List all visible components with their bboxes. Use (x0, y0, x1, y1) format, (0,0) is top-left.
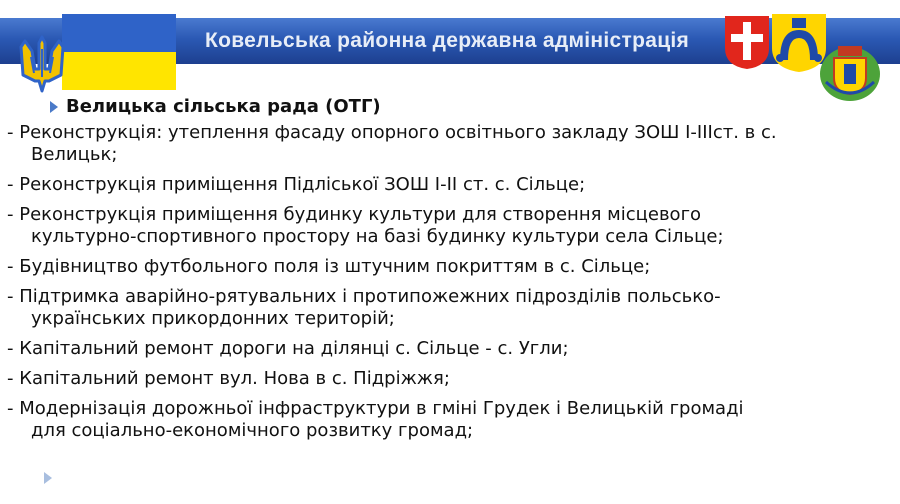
list-item-line: - Реконструкція: утеплення фасаду опорного освітнього закладу ЗОШ І-ІІІст. в с. (7, 122, 777, 143)
bullet-arrow-icon (50, 101, 58, 113)
flag-blue-stripe (62, 14, 176, 52)
list-item (7, 256, 885, 278)
list-item-line: культурно-спортивного простору на базі будинку культури села Сільце; (31, 226, 724, 247)
header-title: Ковельська районна державна адміністрація (205, 29, 690, 52)
list-item-line: - Підтримка аварійно-рятувальних і протипожежних підрозділів польсько- (7, 286, 721, 307)
list-item-line: - Модернізація дорожньої інфраструктури в гміні Грудек і Велицькій громаді (7, 398, 744, 419)
section-heading-text: Велицька сільська рада (ОТГ) (66, 96, 381, 117)
list-item-line: - Реконструкція приміщення будинку культури для створення місцевого (7, 204, 702, 225)
slide-corner-arrow-icon (44, 472, 52, 484)
section-heading (50, 96, 885, 118)
flag-yellow-stripe (62, 52, 176, 90)
list-item-line: для соціально-економічного розвитку громад; (31, 420, 474, 441)
list-item-line: - Реконструкція приміщення Підліської ЗОШ І-ІІ ст. с. Сільце; (7, 174, 586, 195)
volyn-coat-of-arms (723, 14, 771, 70)
list-item (7, 286, 885, 330)
list-item (7, 204, 885, 248)
list-item (7, 122, 885, 166)
trident-icon (19, 35, 65, 95)
district-coat-of-arms (818, 42, 882, 102)
list-item (7, 368, 885, 390)
list-item-line: - Капітальний ремонт вул. Нова в с. Підріжжя; (7, 368, 450, 389)
list-item (7, 174, 885, 196)
list-item (7, 338, 885, 360)
ukraine-flag (62, 14, 176, 90)
list-item (7, 398, 885, 442)
content-area (7, 96, 885, 450)
list-item-line: Велицьк; (31, 144, 118, 165)
list-item-line: - Будівництво футбольного поля із штучним покриттям в с. Сільце; (7, 256, 651, 277)
list-item-line: українських прикордонних територій; (31, 308, 395, 329)
list-item-line: - Капітальний ремонт дороги на ділянці с. Сільце - с. Угли; (7, 338, 569, 359)
